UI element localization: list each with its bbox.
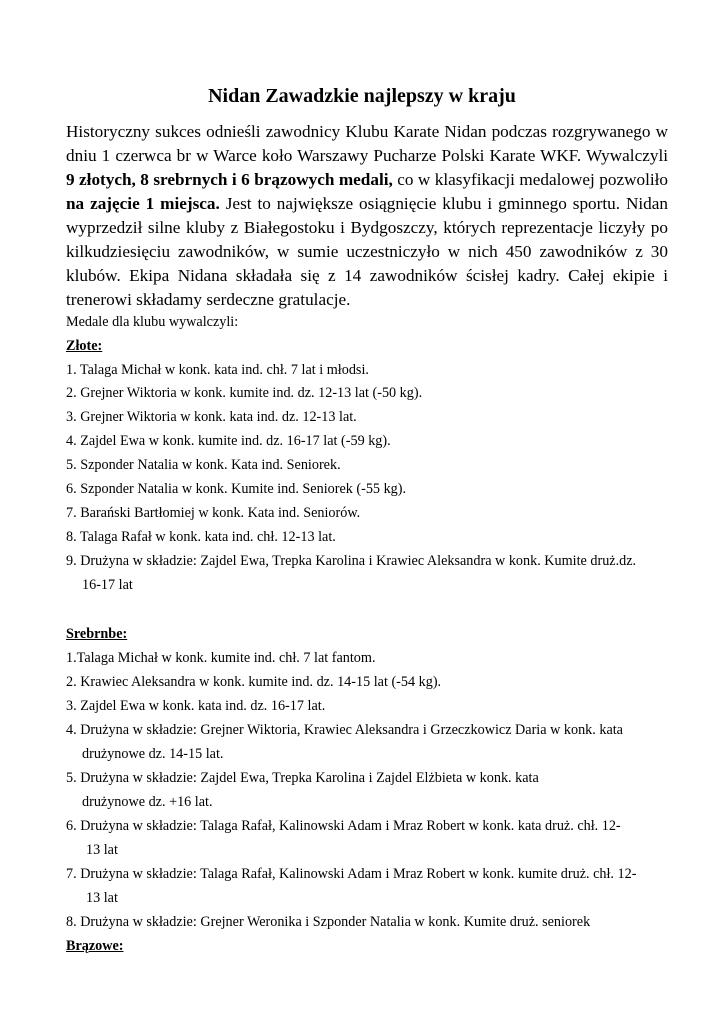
intro-bold-place: na zajęcie 1 miejsca. — [66, 194, 220, 213]
silver-item-3: 3. Zajdel Ewa w konk. kata ind. dz. 16-17 lat. — [66, 698, 326, 714]
gold-item-3: 3. Grejner Wiktoria w konk. kata ind. dz. 12-13 lat. — [66, 409, 357, 425]
silver-item-8: 8. Drużyna w składzie: Grejner Weronika i Szponder Natalia w konk. Kumite druż. seniorek — [66, 914, 591, 930]
silver-item-6: 6. Drużyna w składzie: Talaga Rafał, Kalinowski Adam i Mraz Robert w konk. kata druż. chł. 12- — [66, 818, 621, 834]
intro-text-3: Jest to największe osiągnięcie klubu i gminnego sportu. Nidan wyprzedził silne kluby z Białegostoku i Bydgoszczy, których reprezentacje liczyły po kilkudziesięciu zawodników, w sumie uczestniczyło w nich 450 zawodników z 30 klubów. Ekipa Nidana składała się z 14 zawodników ścisłej kadry. Całej ekipie i trenerowi składamy serdeczne gratulacje. — [66, 194, 668, 309]
silver-item-1: 1.Talaga Michał w konk. kumite ind. chł. 7 lat fantom. — [66, 650, 376, 666]
gold-item-2: 2. Grejner Wiktoria w konk. kumite ind. dz. 12-13 lat (-50 kg). — [66, 385, 423, 401]
silver-item-6-cont: 13 lat — [86, 842, 118, 858]
gold-item-9-cont: 16-17 lat — [82, 577, 133, 593]
gold-item-4: 4. Zajdel Ewa w konk. kumite ind. dz. 16-17 lat (-59 kg). — [66, 433, 391, 449]
bronze-heading: Brązowe: — [66, 938, 124, 954]
intro-text-1: Historyczny sukces odnieśli zawodnicy Klubu Karate Nidan podczas rozgrywanego w dniu 1 czerwca br w Warce koło Warszawy Pucharze Polski Karate WKF. Wywalczyli — [66, 122, 668, 165]
medals-intro: Medale dla klubu wywalczyli: — [66, 314, 239, 330]
silver-item-5-cont: drużynowe dz. +16 lat. — [82, 794, 213, 810]
gold-item-6: 6. Szponder Natalia w konk. Kumite ind. Seniorek (-55 kg). — [66, 481, 407, 497]
gold-item-9: 9. Drużyna w składzie: Zajdel Ewa, Trepka Karolina i Krawiec Aleksandra w konk. Kumite druż.dz. — [66, 553, 637, 569]
intro-text-2: co w klasyfikacji medalowej pozwoliło — [392, 170, 668, 189]
silver-item-7: 7. Drużyna w składzie: Talaga Rafał, Kalinowski Adam i Mraz Robert w konk. kumite druż. chł. 12- — [66, 866, 637, 882]
silver-item-4-cont: drużynowe dz. 14-15 lat. — [82, 746, 224, 762]
silver-item-4: 4. Drużyna w składzie: Grejner Wiktoria, Krawiec Aleksandra i Grzeczkowicz Daria w konk. kata — [66, 722, 623, 738]
silver-item-5: 5. Drużyna w składzie: Zajdel Ewa, Trepka Karolina i Zajdel Elżbieta w konk. kata — [66, 770, 539, 786]
silver-heading: Srebrnbe: — [66, 626, 128, 642]
intro-bold-medals: 9 złotych, 8 srebrnych i 6 brązowych medali, — [66, 170, 393, 189]
gold-item-8: 8. Talaga Rafał w konk. kata ind. chł. 12-13 lat. — [66, 529, 336, 545]
silver-item-2: 2. Krawiec Aleksandra w konk. kumite ind. dz. 14-15 lat (-54 kg). — [66, 674, 442, 690]
gold-item-7: 7. Barański Bartłomiej w konk. Kata ind. Seniorów. — [66, 505, 361, 521]
silver-item-7-cont: 13 lat — [86, 890, 118, 906]
gold-item-5: 5. Szponder Natalia w konk. Kata ind. Seniorek. — [66, 457, 341, 473]
article-title: Nidan Zawadzkie najlepszy w kraju — [208, 85, 516, 107]
gold-heading: Złote: — [66, 338, 103, 354]
intro-paragraph — [66, 120, 668, 312]
gold-item-1: 1. Talaga Michał w konk. kata ind. chł. 7 lat i młodsi. — [66, 362, 369, 378]
